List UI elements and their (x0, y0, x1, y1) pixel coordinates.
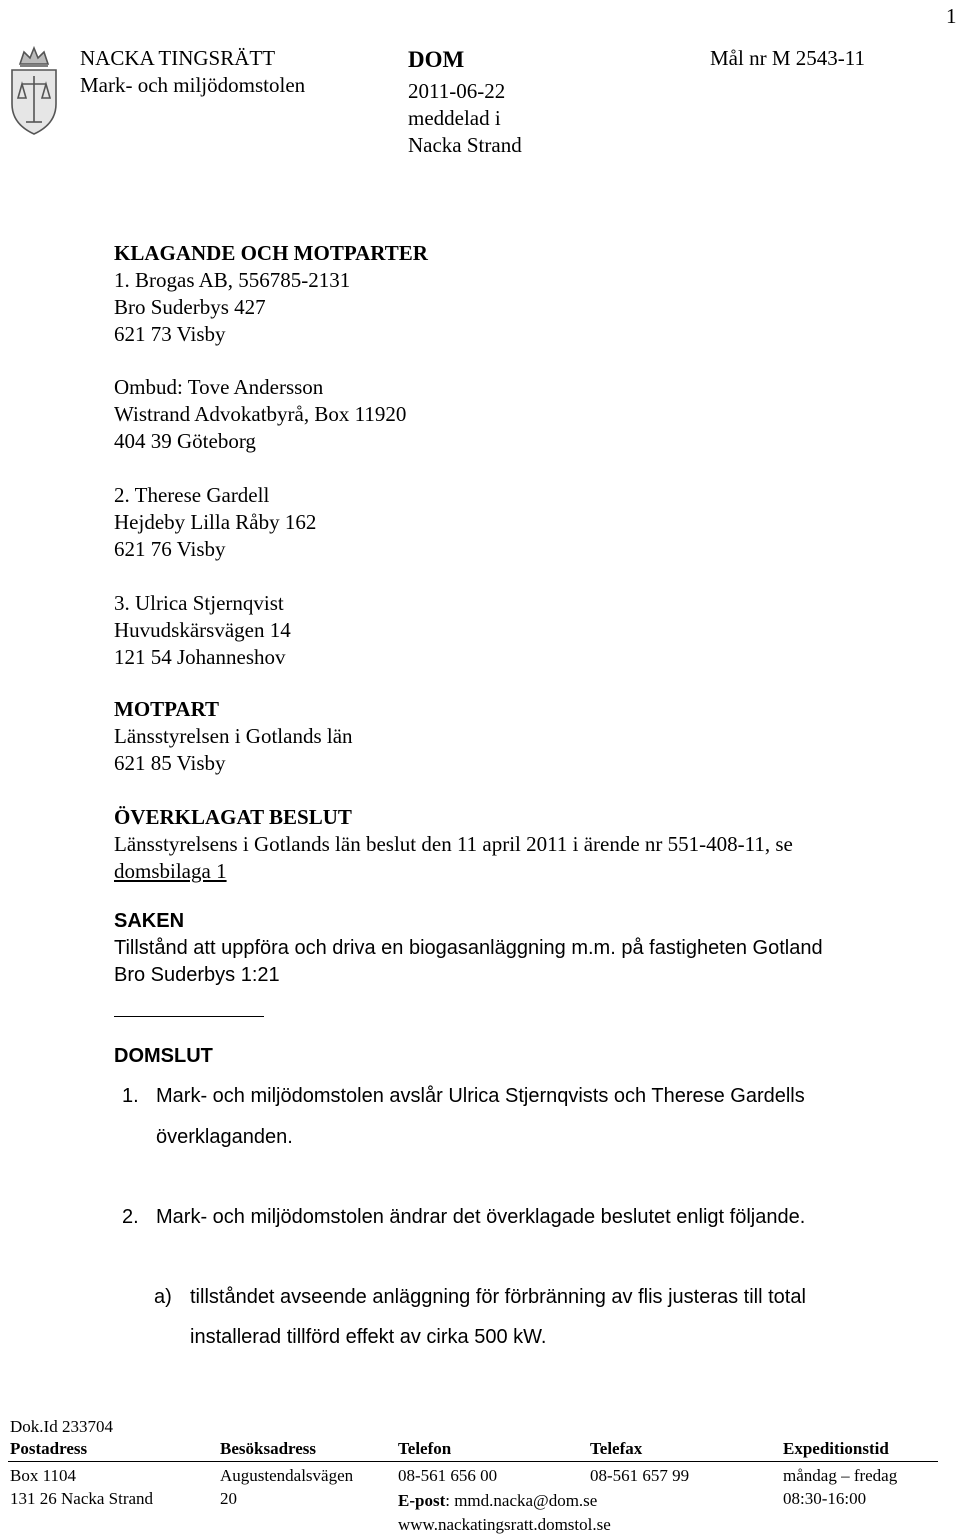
website[interactable]: www.nackatingsratt.domstol.se (398, 1515, 611, 1534)
ruling-item-number: 1. (122, 1085, 139, 1107)
court-division: Mark- och miljödomstolen (80, 73, 306, 97)
postal-address: Box 1104 (10, 1466, 76, 1485)
court-name: NACKA TINGSRÄTT (80, 46, 276, 70)
ruling-item-text: överklaganden. (156, 1126, 293, 1148)
ruling-item-text: Mark- och miljödomstolen ändrar det överklagade beslutet enligt följande. (156, 1206, 806, 1228)
opponent-line: 621 85 Visby (114, 751, 226, 775)
email-line (398, 1490, 597, 1512)
doc-date: 2011-06-22 (408, 79, 506, 103)
footer-header: Telefon (398, 1439, 452, 1458)
footer-rule (8, 1461, 938, 1462)
phone-number: 08-561 656 00 (398, 1466, 498, 1485)
appealed-text: Länsstyrelsens i Gotlands län beslut den 11 april 2011 i ärende nr 551-408-11, se (114, 832, 793, 856)
matter-text: Bro Suderbys 1:21 (114, 964, 280, 986)
ruling-item-text: Mark- och miljödomstolen avslår Ulrica Stjernqvists och Therese Gardells (156, 1085, 805, 1107)
counsel-line: Wistrand Advokatbyrå, Box 11920 (114, 402, 407, 426)
matter-text: Tillstånd att uppföra och driva en biogasanläggning m.m. på fastigheten Gotland (114, 937, 823, 959)
doc-id: Dok.Id 233704 (10, 1417, 113, 1436)
party3-line: 121 54 Johanneshov (114, 645, 286, 669)
appealed-heading: ÖVERKLAGAT BESLUT (114, 805, 352, 829)
office-hours-days: måndag – fredag (783, 1466, 898, 1485)
visit-address: Augustendalsvägen (220, 1466, 354, 1485)
party3-line: Huvudskärsvägen 14 (114, 618, 291, 642)
party2-line: 621 76 Visby (114, 537, 226, 561)
fax-number: 08-561 657 99 (590, 1466, 690, 1485)
divider (114, 1016, 264, 1017)
party1-line: Bro Suderbys 427 (114, 295, 266, 319)
party1-line: 621 73 Visby (114, 322, 226, 346)
opponent-line: Länsstyrelsen i Gotlands län (114, 724, 353, 748)
counsel-line: 404 39 Göteborg (114, 429, 256, 453)
office-hours-time: 08:30-16:00 (783, 1489, 867, 1508)
party3-line: 3. Ulrica Stjernqvist (114, 591, 284, 615)
footer-header: Postadress (10, 1439, 88, 1458)
court-emblem-icon (6, 44, 62, 136)
counsel-line: Ombud: Tove Andersson (114, 375, 324, 399)
issued-place: Nacka Strand (408, 133, 522, 157)
postal-address: 131 26 Nacka Strand (10, 1489, 154, 1508)
issued-label: meddelad i (408, 106, 501, 130)
appendix-link: domsbilaga 1 (114, 859, 227, 883)
ruling-subitem-text: tillståndet avseende anläggning för förbränning av flis justeras till total (190, 1286, 806, 1308)
footer-header: Expeditionstid (783, 1439, 889, 1458)
page-number: 1 (946, 4, 957, 28)
ruling-heading: DOMSLUT (114, 1045, 213, 1067)
footer-header: Besöksadress (220, 1439, 317, 1458)
party1-line: 1. Brogas AB, 556785-2131 (114, 268, 351, 292)
opponent-heading: MOTPART (114, 697, 220, 721)
email-label: E-post (398, 1491, 446, 1510)
ruling-item-number: 2. (122, 1206, 139, 1228)
party2-line: Hejdeby Lilla Råby 162 (114, 510, 317, 534)
matter-heading: SAKEN (114, 910, 185, 932)
visit-address: 20 (220, 1489, 237, 1508)
ruling-subitem-label: a) (154, 1286, 172, 1308)
party2-line: 2. Therese Gardell (114, 483, 270, 507)
parties-heading: KLAGANDE OCH MOTPARTER (114, 241, 428, 265)
case-number: Mål nr M 2543-11 (710, 46, 865, 70)
email-address[interactable]: : mmd.nacka@dom.se (445, 1491, 598, 1510)
doc-type: DOM (408, 47, 465, 72)
ruling-subitem-text: installerad tillförd effekt av cirka 500 kW. (190, 1326, 547, 1348)
footer-header: Telefax (590, 1439, 643, 1458)
